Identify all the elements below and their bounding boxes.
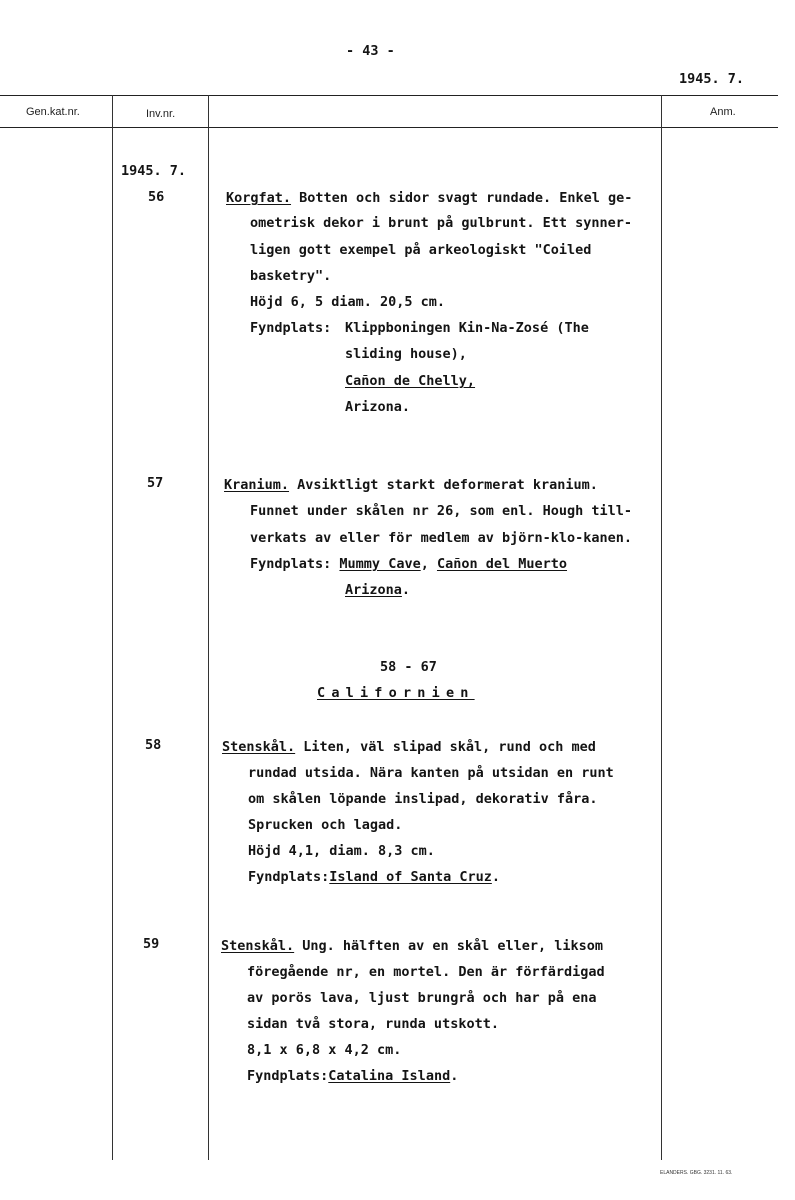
punctuation: .	[491, 869, 500, 885]
entry-number: 59	[143, 936, 160, 952]
measurements: Höjd 4,1, diam. 8,3 cm.	[248, 843, 435, 859]
fyndplats-place: Island of Santa Cruz	[329, 869, 492, 885]
column-divider-text-anm	[661, 95, 662, 1160]
column-divider-inv-text	[208, 95, 209, 1160]
description-line: verkats av eller för medlem av björn-klo-kanen.	[250, 530, 633, 546]
fyndplats-line: Klippboningen Kin-Na-Zosé (The	[345, 320, 589, 336]
entry-title: Stenskål.	[221, 938, 295, 954]
description-line: ometrisk dekor i brunt på gulbrunt. Ett synner-	[250, 215, 633, 231]
section-range: 58 - 67	[380, 659, 437, 675]
inventory-date: 1945. 7.	[121, 163, 187, 179]
column-header-gen-kat: Gen.kat.nr.	[26, 106, 80, 118]
fyndplats-label: Fyndplats:	[248, 869, 330, 885]
fyndplats-place: Arizona	[345, 582, 402, 598]
description-line: Botten och sidor svagt rundade. Enkel ge-	[291, 190, 633, 206]
page-number: - 43 -	[346, 43, 395, 59]
entry-title: Stenskål.	[222, 739, 296, 755]
column-header-anm: Anm.	[710, 106, 736, 118]
section-region: Californien	[317, 685, 475, 701]
description-line: Ung. hälften av en skål eller, liksom	[294, 938, 604, 954]
description-line: av porös lava, ljust brungrå och har på ena	[247, 990, 597, 1006]
entry-title: Korgfat.	[226, 190, 292, 206]
fyndplats-place: Catalina Island	[328, 1068, 451, 1084]
description-line: om skålen löpande inslipad, dekorativ fåra.	[248, 791, 598, 807]
description-line: Funnet under skålen nr 26, som enl. Hough till-	[250, 503, 633, 519]
entry-number: 56	[148, 189, 165, 205]
fyndplats-line: sliding house),	[345, 346, 467, 362]
description-line: Liten, väl slipad skål, rund och med	[295, 739, 596, 755]
separator: ,	[420, 556, 437, 572]
fyndplats-label: Fyndplats:	[250, 320, 332, 336]
fyndplats-place: Cañon de Chelly,	[345, 373, 476, 389]
entry-number: 57	[147, 475, 164, 491]
column-divider-gen-inv	[112, 95, 113, 1160]
measurements: Höjd 6, 5 diam. 20,5 cm.	[250, 294, 446, 310]
entry-title: Kranium.	[224, 477, 290, 493]
description-line: basketry".	[250, 268, 332, 284]
description-line: rundad utsida. Nära kanten på utsidan en runt	[248, 765, 614, 781]
fyndplats-line: Arizona.	[345, 399, 411, 415]
printer-mark: ELANDERS. GBG. 3231. 11. 63.	[660, 1170, 733, 1176]
punctuation: .	[450, 1068, 459, 1084]
measurements: 8,1 x 6,8 x 4,2 cm.	[247, 1042, 402, 1058]
description-line: sidan två stora, runda utskott.	[247, 1016, 499, 1032]
entry-number: 58	[145, 737, 162, 753]
description-line: Avsiktligt starkt deformerat kranium.	[289, 477, 598, 493]
description-line: ligen gott exempel på arkeologiskt "Coiled	[250, 242, 592, 258]
description-line: föregående nr, en mortel. Den är förfärdigad	[247, 964, 605, 980]
fyndplats-label: Fyndplats:	[250, 556, 332, 572]
fyndplats-place: Cañon del Muerto	[436, 556, 568, 572]
punctuation: .	[401, 582, 411, 598]
description-line: Sprucken och lagad.	[248, 817, 403, 833]
header-date: 1945. 7.	[679, 71, 745, 87]
fyndplats-place: Mummy Cave	[339, 556, 421, 572]
fyndplats-label: Fyndplats:	[247, 1068, 329, 1084]
column-header-inv: Inv.nr.	[146, 108, 176, 120]
